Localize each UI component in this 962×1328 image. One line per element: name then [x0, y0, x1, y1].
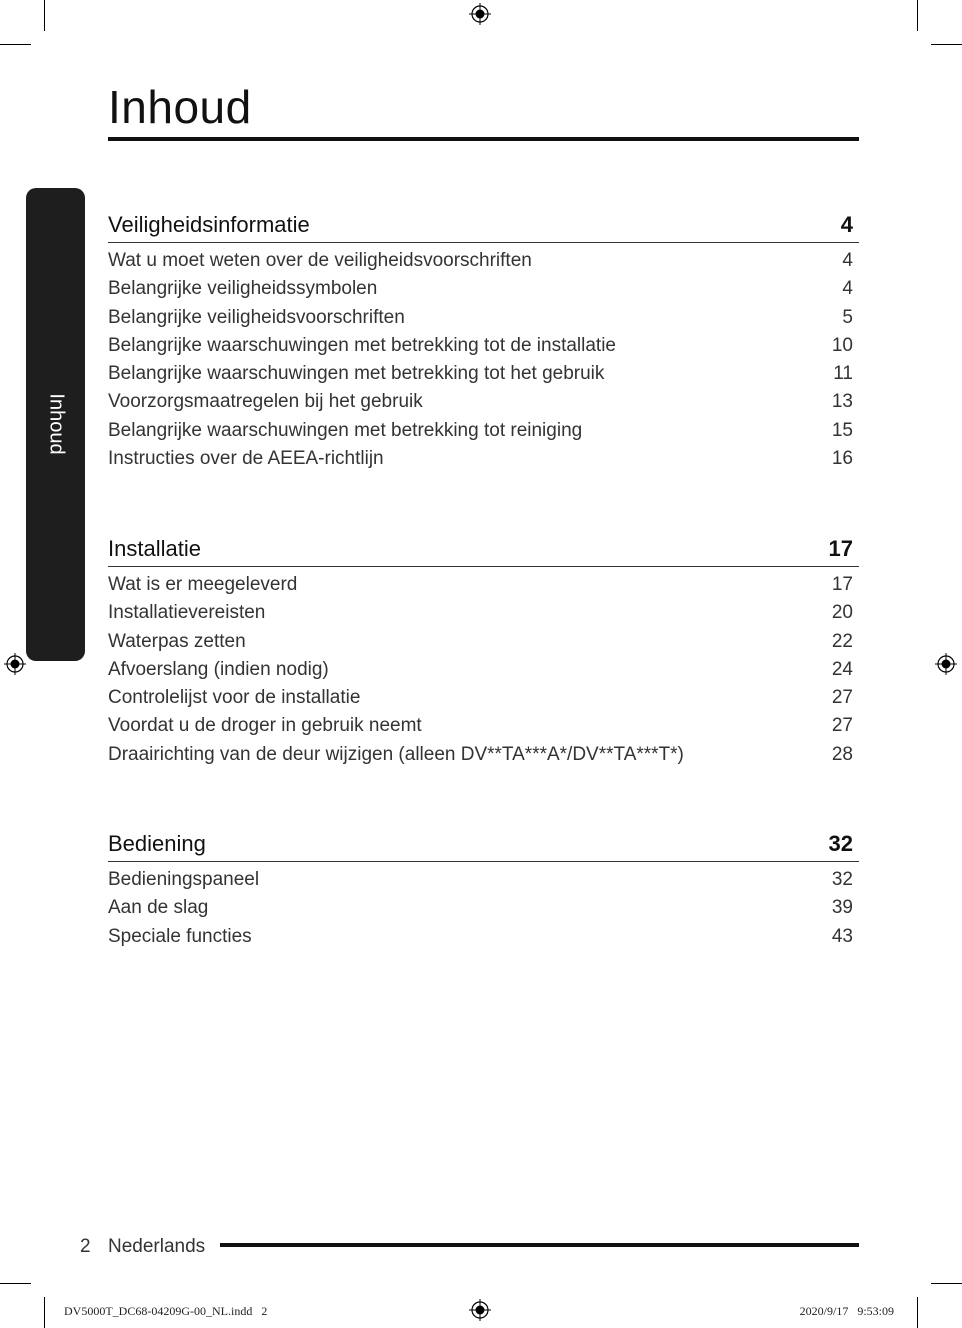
- toc-section-safety: [108, 212, 859, 473]
- entry-label: Wat is er meegeleverd: [108, 574, 298, 595]
- entry-page: 10: [831, 334, 853, 356]
- toc-entry[interactable]: [108, 599, 859, 627]
- toc-entry[interactable]: [108, 923, 859, 951]
- toc-entry[interactable]: [108, 656, 859, 684]
- crop-mark: [917, 1297, 918, 1328]
- section-header[interactable]: [108, 212, 859, 243]
- entry-label: Installatievereisten: [108, 602, 266, 624]
- entry-page: 13: [831, 391, 853, 413]
- entry-page: 16: [831, 448, 853, 470]
- crop-mark: [917, 0, 918, 31]
- print-slug-file: DV5000T_DC68-04209G-00_NL.indd 2: [64, 1304, 268, 1318]
- section-page: 32: [828, 831, 853, 856]
- registration-mark-icon: [4, 653, 26, 675]
- side-tab: [26, 188, 85, 661]
- entry-page: 17: [831, 574, 853, 595]
- toc-entry[interactable]: [108, 332, 859, 360]
- toc-entry[interactable]: [108, 360, 859, 388]
- footer-divider: [220, 1243, 859, 1247]
- footer-page-number: 2: [80, 1236, 91, 1257]
- section-header[interactable]: [108, 536, 859, 567]
- footer-language: Nederlands: [108, 1236, 206, 1257]
- title-divider: [108, 137, 859, 141]
- toc-entry[interactable]: [108, 275, 859, 303]
- toc-entry[interactable]: [108, 628, 859, 656]
- section-title: Veiligheidsinformatie: [108, 212, 310, 237]
- entry-label: Speciale functies: [108, 925, 252, 947]
- entry-label: Belangrijke waarschuwingen met betrekking tot de installatie: [108, 334, 616, 356]
- entry-label: Draairichting van de deur wijzigen (alleen DV**TA***A*/DV**TA***T*): [108, 743, 684, 765]
- entry-label: Afvoerslang (indien nodig): [108, 658, 329, 680]
- entry-page: 28: [831, 743, 853, 765]
- crop-mark: [0, 1283, 31, 1284]
- toc-entry[interactable]: [108, 866, 859, 894]
- crop-mark: [931, 1283, 962, 1284]
- entry-page: 4: [842, 250, 853, 271]
- entry-page: 22: [831, 630, 853, 652]
- entry-page: 39: [831, 897, 853, 919]
- entry-label: Controlelijst voor de installatie: [108, 687, 361, 709]
- toc-entry[interactable]: [108, 684, 859, 712]
- section-title: Installatie: [108, 536, 201, 561]
- entry-page: 11: [833, 363, 853, 385]
- toc-entry[interactable]: [108, 304, 859, 332]
- print-slug-timestamp: 2020/9/17 9:53:09: [799, 1304, 894, 1318]
- crop-mark: [44, 0, 45, 31]
- crop-mark: [0, 44, 31, 45]
- toc-entry[interactable]: [108, 445, 859, 473]
- registration-mark-icon: [469, 3, 491, 25]
- page-title: Inhoud: [108, 81, 252, 133]
- entry-label: Belangrijke waarschuwingen met betrekking tot reiniging: [108, 419, 583, 441]
- registration-mark-icon: [469, 1299, 491, 1321]
- section-page: 17: [828, 536, 853, 561]
- crop-mark: [931, 44, 962, 45]
- toc-entry[interactable]: [108, 571, 859, 599]
- entry-label: Wat u moet weten over de veiligheidsvoorschriften: [108, 250, 532, 271]
- entry-page: 43: [831, 925, 853, 947]
- entry-label: Bedieningspaneel: [108, 869, 260, 890]
- toc-entry[interactable]: [108, 388, 859, 416]
- toc-entry[interactable]: [108, 741, 859, 769]
- entry-label: Belangrijke veiligheidsvoorschriften: [108, 306, 405, 328]
- entry-page: 32: [831, 869, 853, 890]
- toc-entry[interactable]: [108, 247, 859, 275]
- entry-page: 20: [831, 602, 853, 624]
- entry-page: 27: [831, 687, 853, 709]
- entry-label: Belangrijke veiligheidssymbolen: [108, 278, 378, 300]
- toc-entry[interactable]: [108, 712, 859, 740]
- toc-entry[interactable]: [108, 894, 859, 922]
- entry-page: 15: [831, 419, 853, 441]
- entry-page: 24: [831, 658, 853, 680]
- registration-mark-icon: [935, 653, 957, 675]
- entry-page: 27: [831, 715, 853, 737]
- side-tab-label: Inhoud: [45, 393, 67, 455]
- entry-page: 4: [842, 278, 853, 300]
- section-page: 4: [840, 212, 853, 237]
- toc-entry[interactable]: [108, 417, 859, 445]
- crop-mark: [44, 1297, 45, 1328]
- entry-page: 5: [842, 306, 853, 328]
- toc-section-operation: [108, 831, 859, 951]
- entry-label: Aan de slag: [108, 897, 209, 919]
- entry-label: Voordat u de droger in gebruik neemt: [108, 715, 422, 737]
- entry-label: Belangrijke waarschuwingen met betrekking tot het gebruik: [108, 363, 605, 385]
- entry-label: Waterpas zetten: [108, 630, 246, 652]
- toc-section-installation: [108, 536, 859, 769]
- section-header[interactable]: [108, 831, 859, 862]
- section-title: Bediening: [108, 831, 206, 856]
- entry-label: Instructies over de AEEA-richtlijn: [108, 448, 384, 470]
- entry-label: Voorzorgsmaatregelen bij het gebruik: [108, 391, 423, 413]
